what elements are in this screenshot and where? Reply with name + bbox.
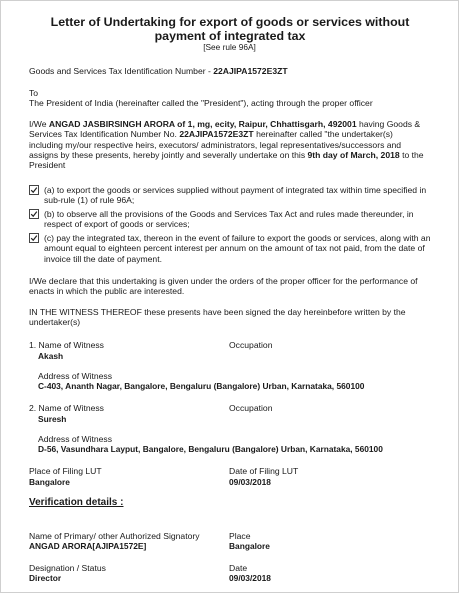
witness-2-address-label: Address of Witness [38, 434, 113, 444]
declaration-text: I/We declare that this undertaking is given under the orders of the proper officer for the performance of enacts in which the public are interested. [29, 276, 418, 297]
witness-statement: IN THE WITNESS THEREOF these presents have been signed the day hereinbefore written by the undertaker(s) [29, 307, 406, 328]
gstin-label: Goods and Services Tax Identification Number - [29, 66, 214, 76]
verification-date: 09/03/2018 [229, 573, 271, 583]
condition-c-text: (c) pay the integrated tax, thereon in the event of failure to export the goods or services, along with an amount equal to eighteen percent interest per annum on the amount of tax not paid, from the date of invoice till the date of payment. [44, 233, 431, 264]
witness-2-occupation-label: Occupation [229, 403, 273, 413]
condition-b-checkbox[interactable] [29, 209, 39, 219]
witness-1-address: C-403, Ananth Nagar, Bangalore, Bengaluru (Bangalore) Urban, Karnataka, 560100 [38, 381, 365, 391]
gstin-line [29, 66, 288, 77]
document-title: Letter of Undertaking for export of goods or services without payment of integrated tax [50, 15, 410, 43]
undertaking-text: to the President [29, 149, 424, 171]
verification-heading: Verification details : [29, 497, 124, 508]
gstin-value: 22AJIPA1572E3ZT [213, 66, 288, 76]
verification-place-label: Place [229, 531, 251, 541]
verification-place: Bangalore [229, 541, 270, 551]
condition-a-checkbox[interactable] [29, 185, 39, 195]
witness-1-occupation-label: Occupation [229, 340, 273, 350]
designation-label: Designation / Status [29, 563, 106, 573]
filing-place-label: Place of Filing LUT [29, 466, 102, 476]
designation: Director [29, 573, 62, 583]
undertaking-text: I/We [29, 119, 49, 129]
filing-place: Bangalore [29, 477, 70, 487]
condition-c-checkbox[interactable] [29, 233, 39, 243]
undertaker-address: of 1, mg, ecity, Raipur, Chhattisgarh, 492001 [174, 119, 357, 129]
witness-1-name: Akash [38, 351, 64, 361]
undertaking-paragraph [29, 119, 429, 170]
undertaking-text: having Goods & Services Tax Identification Number No. [29, 119, 421, 140]
signatory-label: Name of Primary/ other Authorized Signatory [29, 531, 200, 541]
undertaking-text: hereinafter called "the undertaker(s) including my/our respective heirs, executors/ administrators, legal representatives/successors and assigns by these presents, hereby jointly and severally undertake on this [29, 129, 402, 160]
witness-2-address: D-56, Vasundhara Layput, Bangalore, Bengaluru (Bangalore) Urban, Karnataka, 560100 [38, 444, 383, 454]
verification-date-label: Date [229, 563, 248, 573]
witness-2-name: Suresh [38, 414, 67, 424]
condition-a-text: (a) to export the goods or services supplied without payment of integrated tax within time specified in sub-rule (1) of rule 96A; [44, 185, 427, 206]
witness-1-address-label: Address of Witness [38, 371, 113, 381]
to-label: To [29, 88, 39, 98]
rule-reference: [See rule 96A] [203, 42, 256, 52]
addressee: The President of India (hereinafter called the "President"), acting through the proper officer [29, 98, 373, 108]
witness-2-name-label: 2. Name of Witness [29, 403, 104, 413]
filing-date-label: Date of Filing LUT [229, 466, 299, 476]
filing-date: 09/03/2018 [229, 477, 271, 487]
witness-1-name-label: 1. Name of Witness [29, 340, 104, 350]
undertaker-gstin: 22AJIPA1572E3ZT [179, 129, 254, 140]
condition-b-text: (b) to observe all the provisions of the Goods and Services Tax Act and rules made thereunder, in respect of export of goods or services; [44, 209, 414, 230]
undertaking-date: 9th day of March, 2018 [307, 149, 400, 160]
undertaker-name: ANGAD JASBIRSINGH ARORA [48, 119, 175, 129]
signatory-name: ANGAD ARORA[AJIPA1572E] [29, 541, 147, 551]
